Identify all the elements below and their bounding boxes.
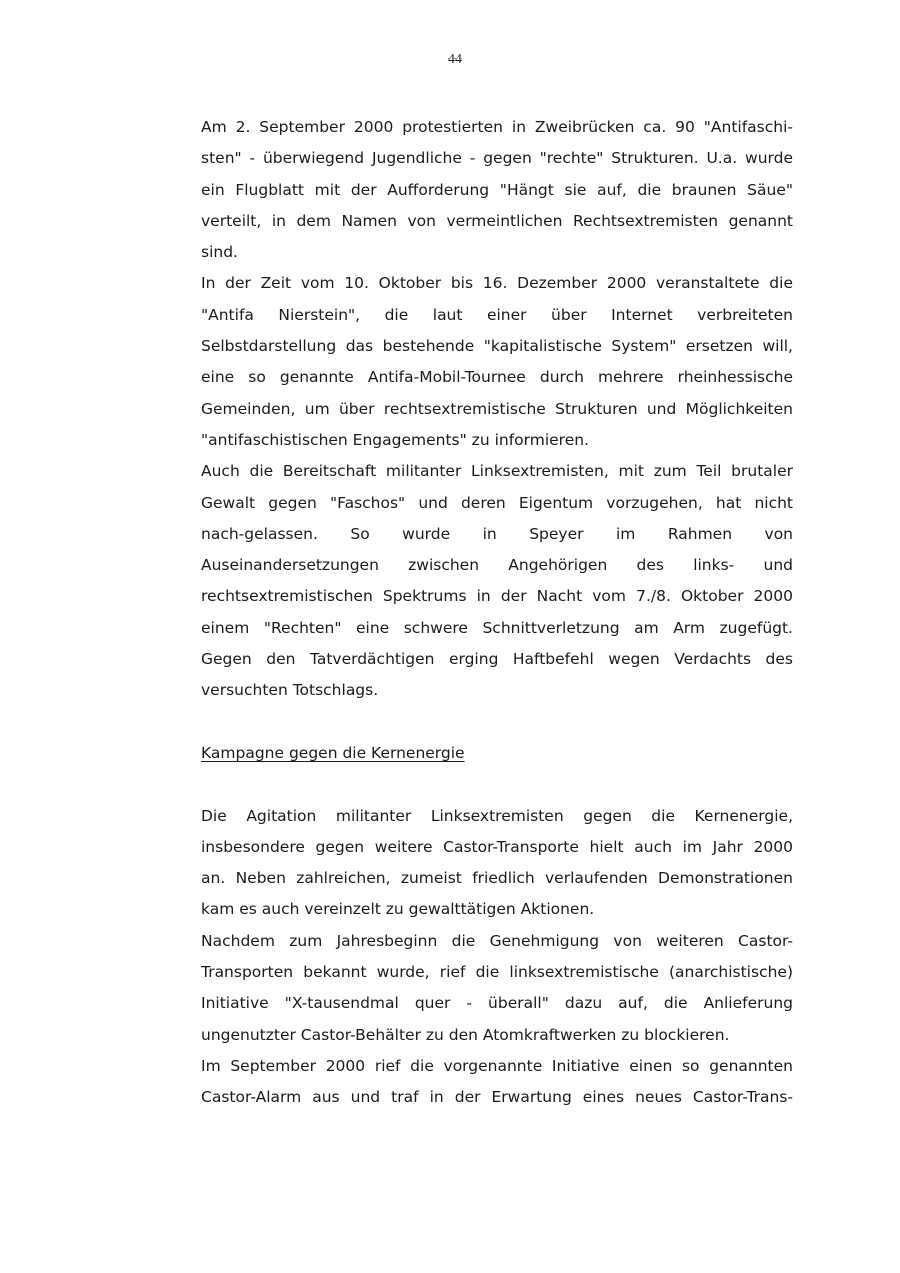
text-line: eine so genannte Antifa-Mobil-Tournee durch mehrere rheinhessische <box>201 368 793 387</box>
text-line: Gewalt gegen "Faschos" und deren Eigentum vorzugehen, hat nicht <box>201 493 793 512</box>
spacer <box>201 769 793 800</box>
text-line: Auseinandersetzungen zwischen Angehörigen des links- und <box>201 556 793 575</box>
text-line: sind. <box>201 243 238 262</box>
text-line: einem "Rechten" eine schwere Schnittverletzung am Arm zugefügt. <box>201 618 793 637</box>
text-line: ungenutzter Castor-Behälter zu den Atomkraftwerken zu blockieren. <box>201 1025 730 1044</box>
text-line: versuchten Totschlags. <box>201 681 379 700</box>
text-line: sten" - überwiegend Jugendliche - gegen "rechte" Strukturen. U.a. wurde <box>201 149 793 168</box>
paragraph <box>201 926 793 1051</box>
text-line: In der Zeit vom 10. Oktober bis 16. Dezember 2000 veranstaltete die <box>201 274 793 293</box>
text-line: "Antifa Nierstein", die laut einer über Internet verbreiteten <box>201 305 793 324</box>
text-line: Am 2. September 2000 protestierten in Zweibrücken ca. 90 "Antifaschi- <box>201 118 793 136</box>
text-line: verteilt, in dem Namen von vermeintlichen Rechtsextremisten genannt <box>201 211 793 230</box>
paragraph <box>201 268 793 456</box>
text-line: Castor-Alarm aus und traf in der Erwartung eines neues Castor-Trans- <box>201 1088 793 1107</box>
text-line: rechtsextremistischen Spektrums in der Nacht vom 7./8. Oktober 2000 <box>201 587 793 606</box>
text-line: Gemeinden, um über rechtsextremistische Strukturen und Möglichkeiten <box>201 399 793 418</box>
text-line: "antifaschistischen Engagements" zu informieren. <box>201 430 589 449</box>
text-line: Gegen den Tatverdächtigen erging Haftbefehl wegen Verdachts des <box>201 650 793 669</box>
text-line: Nachdem zum Jahresbeginn die Genehmigung von weiteren Castor- <box>201 931 793 950</box>
text-line: Im September 2000 rief die vorgenannte Initiative einen so genannten <box>201 1056 793 1075</box>
document-body <box>201 112 793 1114</box>
text-line: an. Neben zahlreichen, zumeist friedlich verlaufenden Demonstrationen <box>201 869 793 888</box>
text-line: Transporten bekannt wurde, rief die linksextremistische (anarchistische) <box>201 963 793 982</box>
paragraph <box>201 112 793 268</box>
text-line: Initiative "X-tausendmal quer - überall" dazu auf, die Anlieferung <box>201 994 793 1013</box>
spacer <box>201 707 793 738</box>
page-number: 44 <box>448 52 462 67</box>
text-line: kam es auch vereinzelt zu gewalttätigen Aktionen. <box>201 900 595 919</box>
text-line: nach-gelassen. So wurde in Speyer im Rahmen von <box>201 524 793 543</box>
text-line: Selbstdarstellung das bestehende "kapitalistische System" ersetzen will, <box>201 337 793 356</box>
section-heading: Kampagne gegen die Kernenergie <box>201 743 465 762</box>
text-line: Die Agitation militanter Linksextremisten gegen die Kernenergie, <box>201 806 793 825</box>
paragraph <box>201 1051 793 1114</box>
text-line: ein Flugblatt mit der Aufforderung "Hängt sie auf, die braunen Säue" <box>201 180 793 199</box>
text-line: Auch die Bereitschaft militanter Linksextremisten, mit zum Teil brutaler <box>201 462 793 481</box>
paragraph <box>201 456 793 706</box>
paragraph <box>201 801 793 926</box>
text-line: insbesondere gegen weitere Castor-Transporte hielt auch im Jahr 2000 <box>201 837 793 856</box>
